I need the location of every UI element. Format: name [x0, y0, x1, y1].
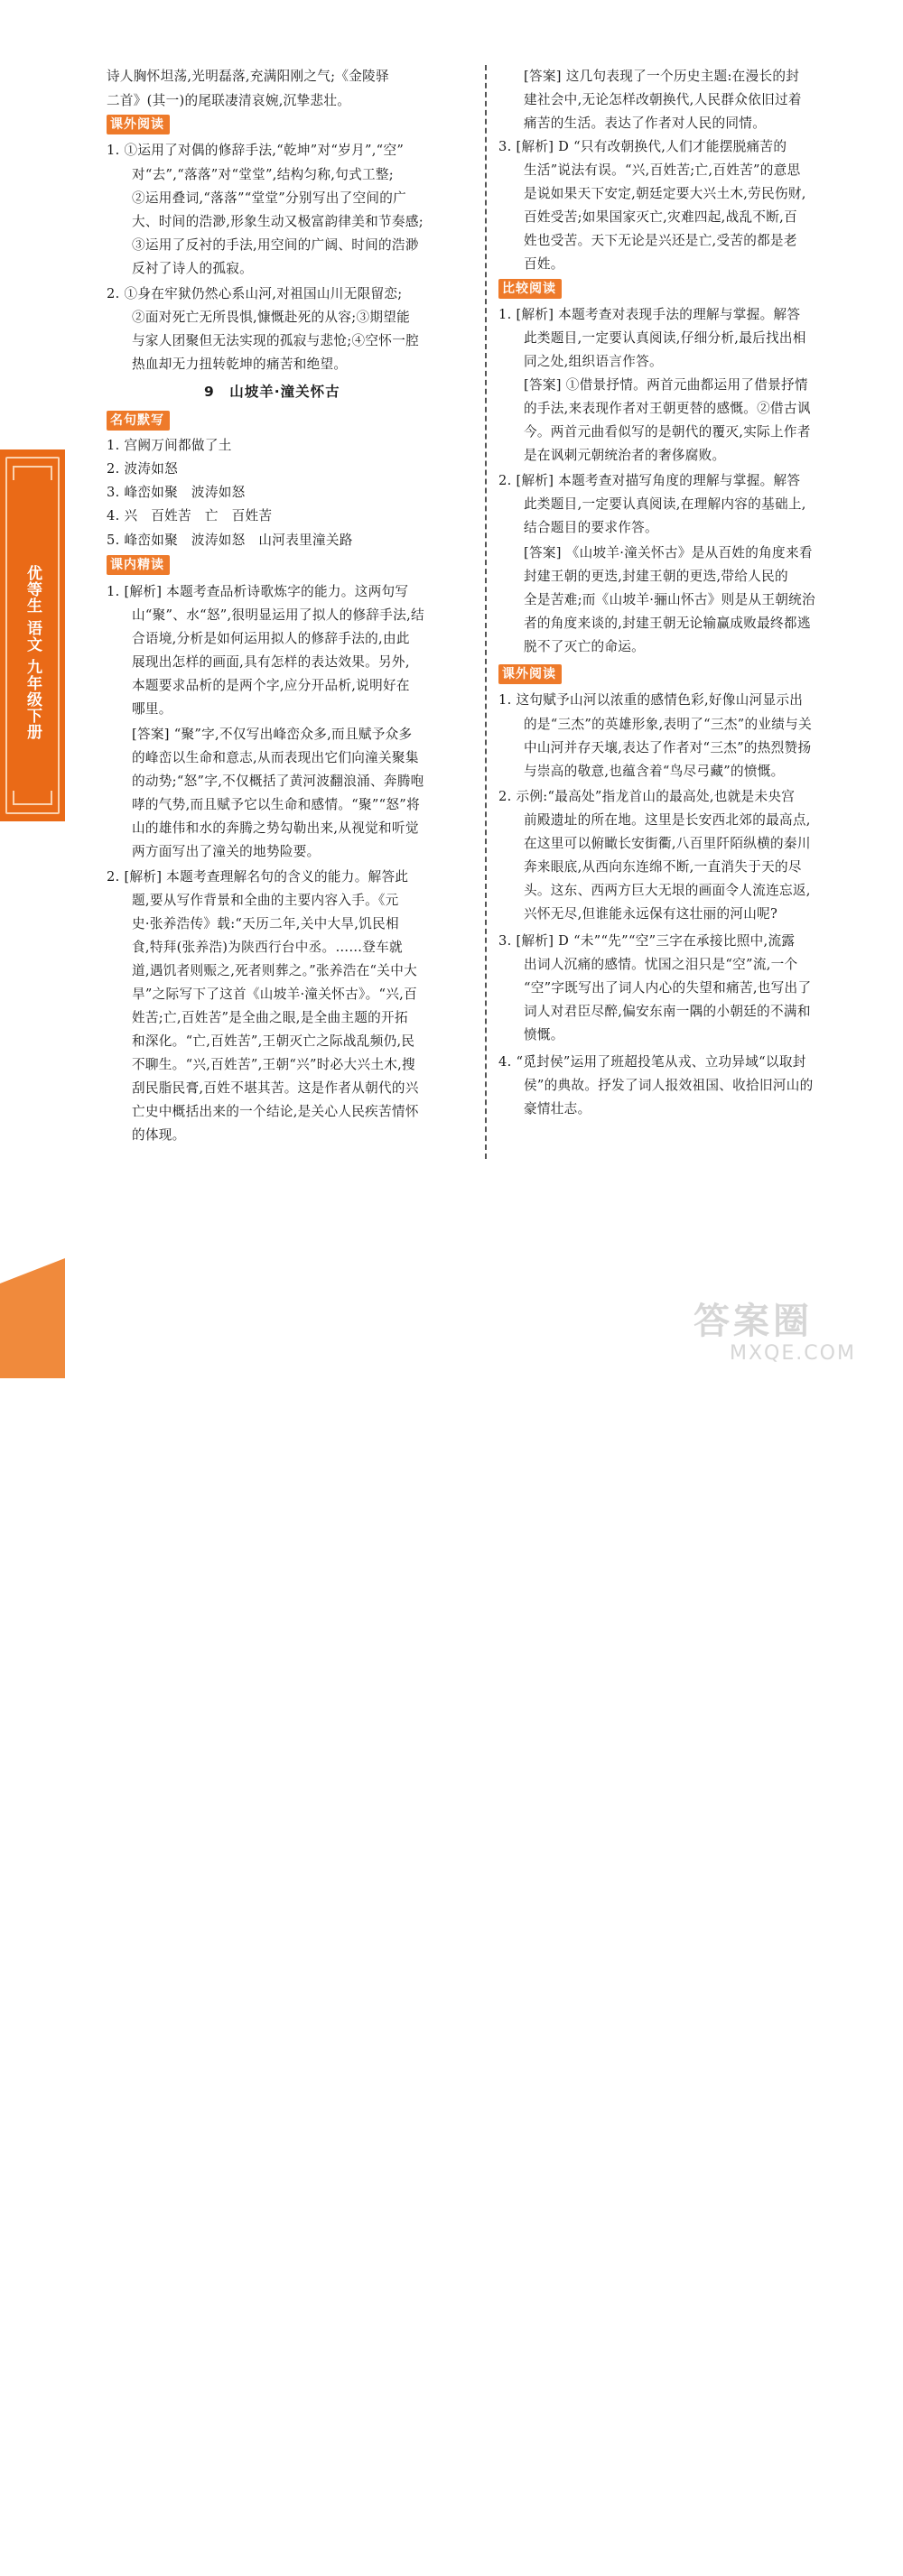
text-line: 今。两首元曲看似写的是朝代的覆灭,实际上作者 [524, 424, 811, 440]
text-line: 4. 兴 百姓苦 亡 百姓苦 [107, 508, 273, 524]
text-line: 3. [解析] D “只有改朝换代,人们才能摆脱痛苦的 [498, 139, 787, 154]
text-line: 的体现。 [132, 1127, 186, 1143]
text-line: 愤慨。 [524, 1027, 564, 1042]
text-line: “空”字既写出了词人内心的失望和痛苦,也写出了 [524, 980, 812, 996]
text-line: 对“去”,“落落”对“堂堂”,结构匀称,句式工整; [132, 167, 395, 182]
text-line: 道,遇饥者则赈之,死者则葬之。”张养浩在“关中大 [132, 963, 417, 978]
text-line: ③运用了反衬的手法,用空间的广阔、时间的浩渺 [132, 237, 419, 253]
text-line: 哪里。 [132, 701, 172, 717]
text-line: 在这里可以俯瞰长安街衢,八百里阡陌纵横的秦川 [524, 836, 811, 851]
text-line: ②运用叠词,“落落”“堂堂”分别写出了空间的广 [132, 190, 407, 206]
text-line: 1. 这句赋予山河以浓重的感情色彩,好像山河显示出 [498, 692, 804, 708]
text-line: 与崇高的敬意,也蕴含着“鸟尽弓藏”的愤慨。 [524, 764, 785, 779]
text-line: 建社会中,无论怎样改朝换代,人民群众依旧过着 [524, 92, 802, 107]
text-line: 痛苦的生活。表达了作者对人民的同情。 [524, 116, 767, 131]
text-line: 1. [解析] 本题考查品析诗歌炼字的能力。这两句写 [107, 584, 409, 599]
text-line: 者的角度来谈的,封建王朝无论输赢成败最终都逃 [524, 616, 811, 631]
text-line: 展现出怎样的画面,具有怎样的表达效果。另外, [132, 654, 410, 670]
text-line: 合语境,分析是如何运用拟人的修辞手法的,由此 [132, 631, 410, 646]
text-line: 食,特拜(张养浩)为陕西行台中丞。……登车就 [132, 940, 403, 955]
text-line: 2. ①身在牢狱仍然心系山河,对祖国山川无限留恋; [107, 286, 403, 301]
book-title-label: 优等生 语文 九年级下册 [23, 565, 42, 740]
text-line: 全是苦难;而《山坡羊·骊山怀古》则是从王朝统治 [524, 592, 815, 607]
text-line: 头。这东、西两方巨大无垠的画面令人流连忘返, [524, 883, 811, 898]
text-line: ②面对死亡无所畏惧,慷慨赴死的从容;③期望能 [132, 310, 411, 325]
text-line: 4. “觅封侯”运用了班超投笔从戎、立功异域“以取封 [498, 1054, 806, 1070]
section-heading: 比较阅读 [498, 279, 562, 299]
page-corner [0, 1258, 65, 2576]
text-line: 脱不了灭亡的命运。 [524, 639, 646, 654]
text-line: 题,要从写作背景和全曲的主要内容入手。《元 [132, 893, 399, 908]
text-line: 反衬了诗人的孤寂。 [132, 261, 254, 276]
text-line: 1. [解析] 本题考查对表现手法的理解与掌握。解答 [498, 307, 801, 322]
text-line: 出词人沉痛的感情。忧国之泪只是“空”流,一个 [524, 957, 798, 972]
section-heading: 名句默写 [107, 411, 170, 431]
text-line: 豪情壮志。 [524, 1101, 591, 1117]
text-line: 热血却无力扭转乾坤的痛苦和绝望。 [132, 357, 348, 372]
watermark-logo [694, 1300, 892, 1372]
text-line: 姓也受苦。天下无论是兴还是亡,受苦的都是老 [524, 233, 797, 248]
text-line: 哮的气势,而且赋予它以生命和感情。“聚”“怒”将 [132, 797, 420, 812]
text-line: 封建王朝的更迭,封建王朝的更迭,带给人民的 [524, 569, 788, 584]
text-line: 与家人团聚但无法实现的孤寂与悲怆;④空怀一腔 [132, 333, 419, 348]
text-line: 是说如果天下安定,朝廷定要大兴土木,劳民伤财, [524, 186, 806, 201]
text-line: 侯”的典故。抒发了词人报效祖国、收拾旧河山的 [524, 1078, 814, 1093]
watermark-logo-text: 答案圈 [694, 1301, 813, 1342]
watermark-url: MXQE.COM [730, 1342, 856, 1365]
text-line: 刮民脂民膏,百姓不堪其苦。这是作者从朝代的兴 [132, 1080, 419, 1096]
text-line: [答案] 《山坡羊·潼关怀古》是从百姓的角度来看 [524, 545, 813, 561]
text-line: 百姓受苦;如果国家灭亡,灾难四起,战乱不断,百 [524, 209, 798, 225]
lesson-title: 9 山坡羊·潼关怀古 [204, 384, 340, 400]
text-line: 两方面写出了潼关的地势险要。 [132, 844, 321, 859]
text-line: 2. [解析] 本题考查对描写角度的理解与掌握。解答 [498, 473, 801, 488]
page-number: 122 [14, 2554, 53, 2576]
text-line: 二首》(其一)的尾联凄清哀婉,沉挚悲壮。 [107, 93, 351, 108]
text-line: 本题要求品析的是两个字,应分开品析,说明好在 [132, 678, 410, 693]
text-line: 不聊生。“兴,百姓苦”,王朝“兴”时必大兴土木,搜 [132, 1057, 415, 1072]
book-tab [0, 449, 65, 821]
text-line: [答案] “聚”字,不仅写出峰峦众多,而且赋予众多 [132, 727, 413, 742]
column-divider [485, 65, 487, 1159]
text-line: [答案] 这几句表现了一个历史主题:在漫长的封 [524, 69, 800, 84]
text-line: 的是“三杰”的英雄形象,表明了“三杰”的业绩与关 [524, 717, 812, 732]
text-line: 词人对君臣尽醉,偏安东南一隅的小朝廷的不满和 [524, 1004, 811, 1019]
text-line: 兴怀无尽,但谁能永远保有这壮丽的河山呢? [524, 906, 778, 922]
section-heading: 课内精读 [107, 555, 170, 575]
text-line: 和深化。“亡,百姓苦”,王朝灭亡之际战乱频仍,民 [132, 1033, 415, 1049]
text-line: 3. [解析] D “未”“先”“空”三字在承接比照中,流露 [498, 933, 796, 949]
section-heading: 课外阅读 [498, 664, 562, 684]
text-line: 姓苦;亡,百姓苦”是全曲之眼,是全曲主题的开拓 [132, 1010, 408, 1025]
text-line: 3. 峰峦如聚 波涛如怒 [107, 485, 246, 500]
text-line: 大、时间的浩渺,形象生动又极富韵律美和节奏感; [132, 214, 424, 229]
text-line: 此类题目,一定要认真阅读,仔细分析,最后找出相 [524, 330, 806, 346]
section-heading: 课外阅读 [107, 115, 170, 134]
text-line: 是在讽刺元朝统治者的奢侈腐败。 [524, 448, 726, 463]
text-line: 旱”之际写下了这首《山坡羊·潼关怀古》。“兴,百 [132, 987, 417, 1002]
text-line: 山的雄伟和水的奔腾之势勾勒出来,从视觉和听觉 [132, 820, 419, 836]
text-line: 奔来眼底,从西向东连绵不断,一直消失于天的尽 [524, 859, 802, 875]
text-line: 的动势;“怒”字,不仅概括了黄河波翻浪涌、奔腾咆 [132, 774, 424, 789]
text-line: 前殿遗址的所在地。这里是长安西北郊的最高点, [524, 812, 811, 828]
text-line: 的峰峦以生命和意志,从而表现出它们向潼关聚集 [132, 750, 419, 765]
text-line: 亡史中概括出来的一个结论,是关心人民疾苦情怀 [132, 1104, 419, 1119]
text-line: 百姓。 [524, 256, 564, 272]
text-line: 2. [解析] 本题考查理解名句的含义的能力。解答此 [107, 869, 409, 885]
text-line: 生活”说法有误。“兴,百姓苦;亡,百姓苦”的意思 [524, 162, 801, 178]
text-line: 山“聚”、水“怒”,很明显运用了拟人的修辞手法,结 [132, 607, 424, 623]
text-line: 1. 宫阙万间都做了土 [107, 438, 232, 453]
sidebar [0, 0, 65, 2576]
text-line: 中山河并存天壤,表达了作者对“三杰”的热烈赞扬 [524, 740, 812, 755]
text-line: 2. 波涛如怒 [107, 461, 179, 477]
text-line: 同之处,组织语言作答。 [524, 354, 663, 369]
text-line: 的手法,来表现作者对王朝更替的感慨。②借古讽 [524, 401, 811, 416]
text-line: 5. 峰峦如聚 波涛如怒 山河表里潼关路 [107, 533, 353, 548]
text-line: 结合题目的要求作答。 [524, 520, 658, 535]
text-line: 史·张养浩传》载:“天历二年,关中大旱,饥民相 [132, 916, 399, 931]
text-line: [答案] ①借景抒情。两首元曲都运用了借景抒情 [524, 377, 808, 393]
text-line: 诗人胸怀坦荡,光明磊落,充满阳刚之气;《金陵驿 [107, 69, 389, 84]
text-line: 此类题目,一定要认真阅读,在理解内容的基础上, [524, 496, 806, 512]
text-line: 1. ①运用了对偶的修辞手法,“乾坤”对“岁月”,“空” [107, 143, 405, 158]
text-line: 2. 示例:“最高处”指龙首山的最高处,也就是未央宫 [498, 789, 796, 804]
